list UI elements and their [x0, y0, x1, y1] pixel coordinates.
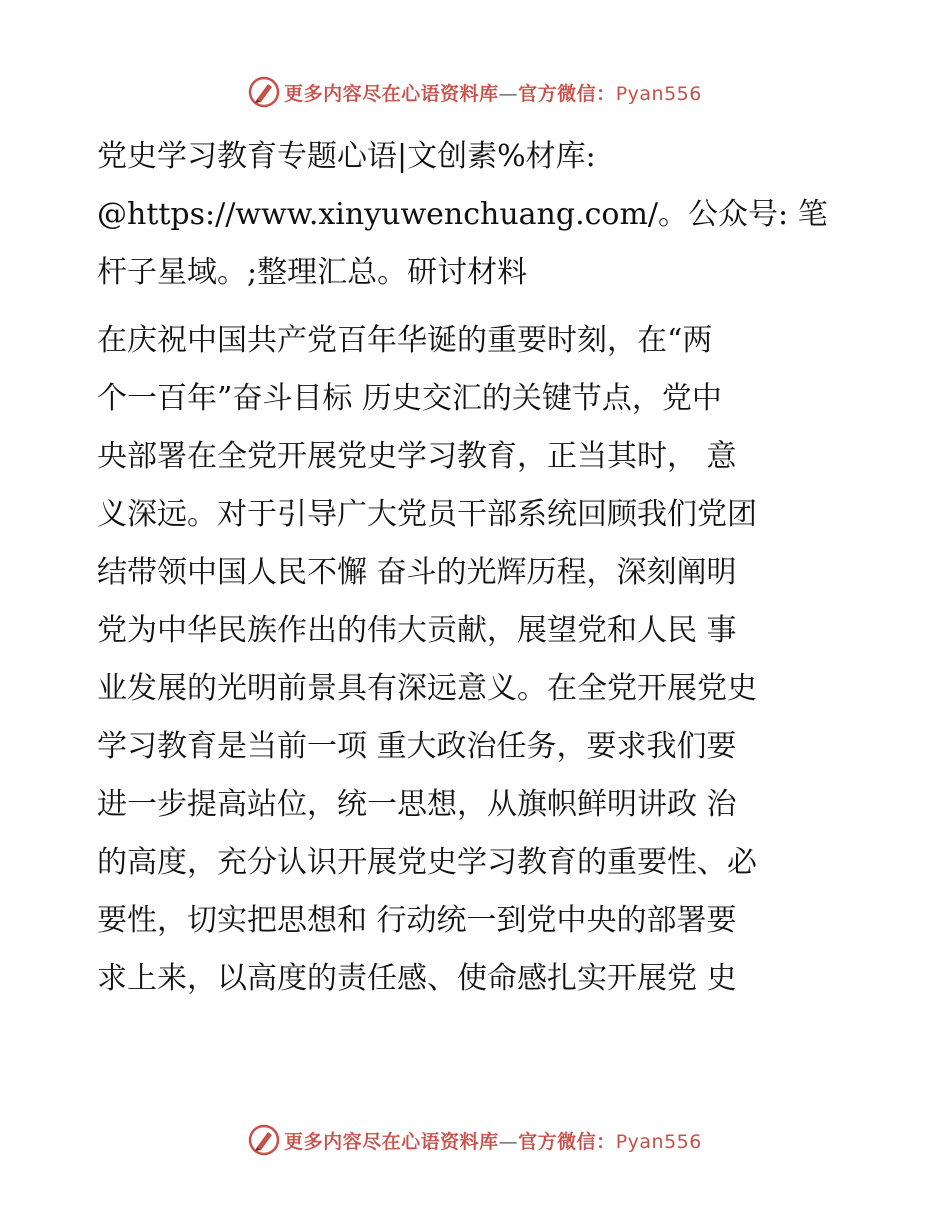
document-body	[97, 128, 855, 1008]
text-line: 党为中华民族作出的伟大贡献，展望党和人民 事	[97, 613, 737, 648]
pen-logo-icon	[248, 1124, 280, 1156]
intro-paragraph	[97, 128, 855, 302]
banner-dash: —	[498, 82, 519, 105]
banner-handle: Pyan556	[615, 1130, 702, 1153]
banner-main: 更多内容尽在心语资料库	[284, 1130, 499, 1153]
banner-label: 官方微信：	[518, 82, 616, 105]
text-line: 结带领中国人民不懈 奋斗的光辉历程，深刻阐明	[97, 555, 737, 590]
text-line: 杆子星域。;整理汇总。研讨材料	[97, 255, 528, 290]
banner-text	[284, 1127, 702, 1154]
text-line: 学习教育是当前一项 重大政治任务，要求我们要	[97, 729, 737, 764]
banner-text	[284, 79, 702, 106]
text-line: 个一百年”奋斗目标 历史交汇的关键节点，党中	[97, 381, 722, 416]
footer-banner	[0, 1120, 950, 1160]
text-line: 义深远。对于引导广大党员干部系统回顾我们党团	[97, 497, 757, 532]
text-line: 要性，切实把思想和 行动统一到党中央的部署要	[97, 903, 737, 938]
text-line: 求上来，以高度的责任感、使命感扎实开展党 史	[97, 961, 737, 996]
main-paragraph	[97, 312, 855, 1008]
text-line: 央部署在全党开展党史学习教育，正当其时， 意	[97, 439, 737, 474]
text-line: @https://www.xinyuwenchuang.com/。公众号: 笔	[97, 197, 828, 232]
pen-logo-icon	[248, 76, 280, 108]
text-line: 业发展的光明前景具有深远意义。在全党开展党史	[97, 671, 757, 706]
banner-main: 更多内容尽在心语资料库	[284, 82, 499, 105]
banner-label: 官方微信：	[518, 1130, 616, 1153]
text-line: 进一步提高站位，统一思想，从旗帜鲜明讲政 治	[97, 787, 737, 822]
banner-handle: Pyan556	[615, 82, 702, 105]
text-line: 的高度，充分认识开展党史学习教育的重要性、必	[97, 845, 757, 880]
text-line: 在庆祝中国共产党百年华诞的重要时刻，在“两	[97, 323, 713, 358]
text-line: 党史学习教育专题心语|文创素%材库:	[97, 139, 596, 174]
banner-dash: —	[498, 1130, 519, 1153]
header-banner	[0, 72, 950, 112]
